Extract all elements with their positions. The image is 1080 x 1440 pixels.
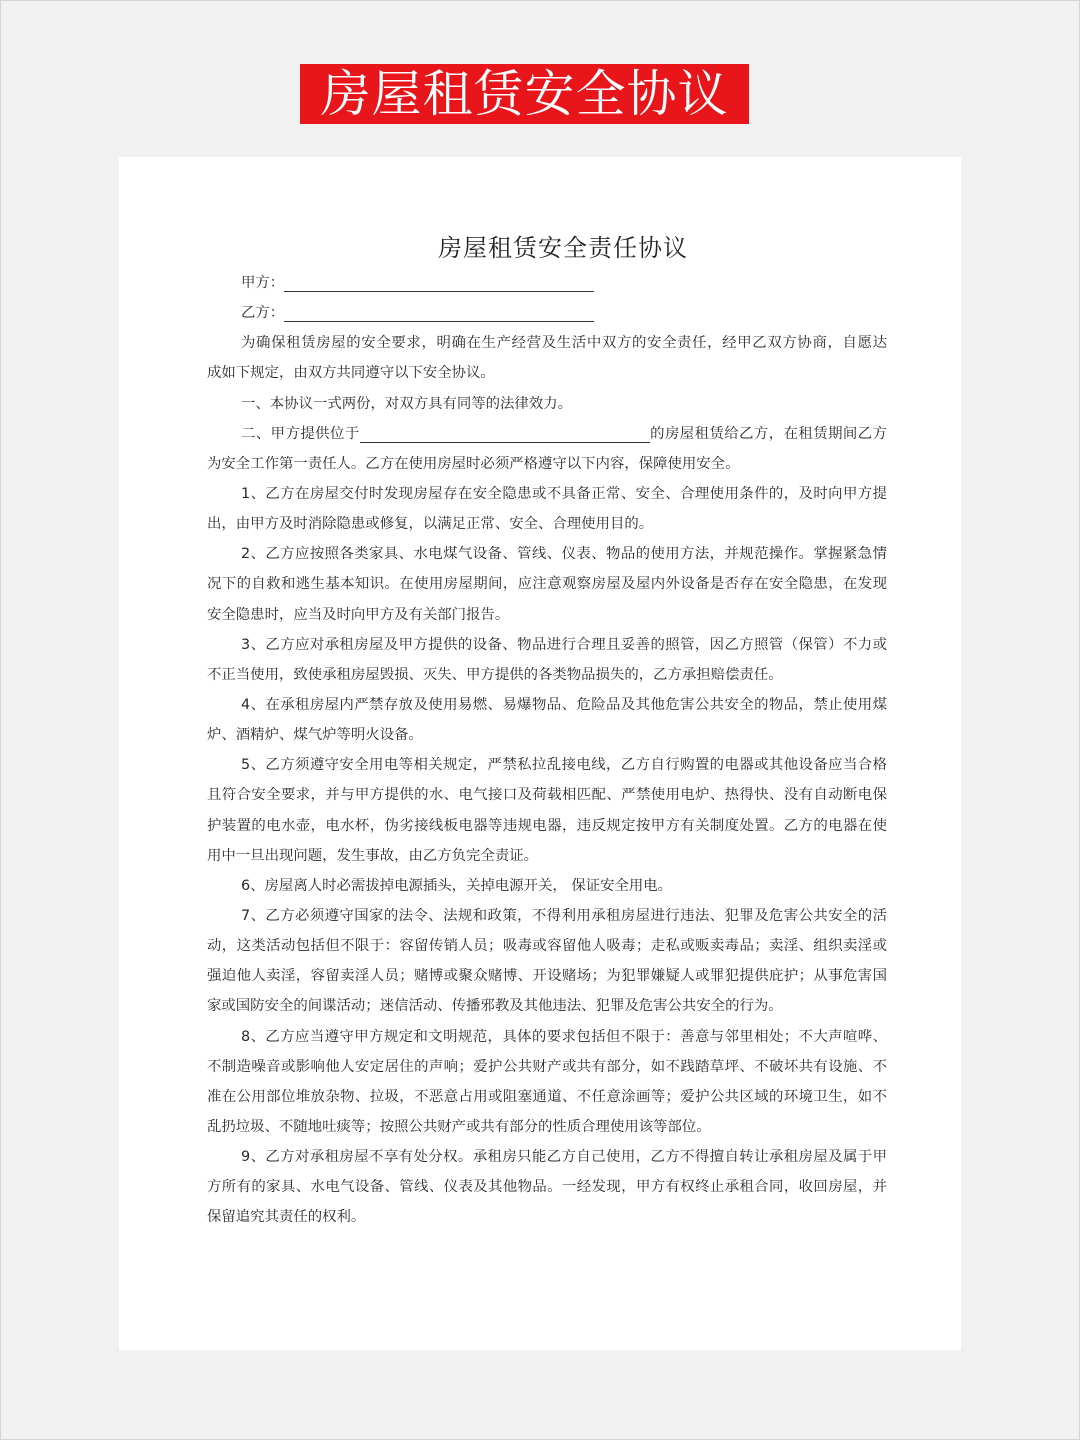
item-7-line-2: 动，这类活动包括但不限于：容留传销人员；吸毒或容留他人吸毒；走私或贩卖毒品；卖淫、组织卖淫或 <box>207 938 887 955</box>
item-5-line-4: 用中一旦出现问题，发生事故，由乙方负完全责证。 <box>207 847 538 864</box>
item-7-line-3: 强迫他人卖淫，容留卖淫人员；赌博或聚众赌博、开设赌场；为犯罪嫌疑人或罪犯提供庇护；从事危害国 <box>207 968 887 985</box>
item-2-line-3: 安全隐患时，应当及时向甲方及有关部门报告。 <box>207 606 510 623</box>
item-9-line-3: 保留追究其责任的权利。 <box>207 1209 366 1226</box>
item-8-line-1: 8、乙方应当遵守甲方规定和文明规范，具体的要求包括但不限于：善意与邻里相处；不大声喧哗、 <box>241 1028 887 1045</box>
item-7-line-4: 家或国防安全的间谍活动；迷信活动、传播邪教及其他违法、犯罪及危害公共安全的行为。 <box>207 998 783 1015</box>
party-b-label: 乙方： <box>241 305 285 322</box>
clause-2-suffix: 的房屋租赁给乙方，在租赁期间乙方 <box>649 425 887 442</box>
item-9-line-2: 方所有的家具、水电气设备、管线、仪表及其他物品。一经发现，甲方有权终止承租合同，收回房屋，并 <box>207 1179 887 1196</box>
document-body <box>207 268 887 1233</box>
party-a-line <box>207 268 887 298</box>
item-3-line-2: 不正当使用，致使承租房屋毁损、灭失、甲方提供的各类物品损失的，乙方承担赔偿责任。 <box>207 666 783 683</box>
item-4-line-2: 炉、酒精炉、煤气炉等明火设备。 <box>207 727 423 744</box>
clause-2-line-1 <box>207 419 887 449</box>
document-title: 房屋租赁安全责任协议 <box>438 234 688 262</box>
item-2-line-2: 况下的自救和逃生基本知识。在使用房屋期间，应注意观察房屋及屋内外设备是否存在安全隐患，在发现 <box>207 576 887 593</box>
item-6-line-1: 6、房屋离人时必需拔掉电源插头，关掉电源开关， 保证安全用电。 <box>241 877 673 894</box>
clause-2-line-2: 为安全工作第一责任人。乙方在使用房屋时必须严格遵守以下内容，保障使用安全。 <box>207 455 740 472</box>
clause-1: 一、本协议一式两份，对双方具有同等的法律效力。 <box>241 395 572 412</box>
item-4-line-1: 4、在承租房屋内严禁存放及使用易燃、易爆物品、危险品及其他危害公共安全的物品，禁止使用煤 <box>241 696 887 713</box>
clause-2-prefix: 二、甲方提供位于 <box>241 425 360 442</box>
item-2-line-1: 2、乙方应按照各类家具、水电煤气设备、管线、仪表、物品的使用方法，并规范操作。掌握紧急情 <box>241 546 887 563</box>
item-5-line-1: 5、乙方须遵守安全用电等相关规定，严禁私拉乱接电线，乙方自行购置的电器或其他设备应当合格 <box>241 757 887 774</box>
item-8-line-3: 准在公用部位堆放杂物、拉圾，不恶意占用或阻塞通道、不任意涂画等；爱护公共区域的环境卫生，如不 <box>207 1088 887 1105</box>
address-blank <box>360 420 650 443</box>
party-a-blank <box>284 269 594 292</box>
item-1-line-1: 1、乙方在房屋交付时发现房屋存在安全隐患或不具备正常、安全、合理使用条件的，及时向甲方提 <box>241 485 887 502</box>
item-9-line-1: 9、乙方对承租房屋不享有处分权。承租房只能乙方自己使用，乙方不得擅自转让承租房屋及属于甲 <box>241 1149 887 1166</box>
banner-title: 房屋租赁安全协议 <box>300 64 749 124</box>
item-3-line-1: 3、乙方应对承租房屋及甲方提供的设备、物品进行合理且妥善的照管，因乙方照管（保管）不力或 <box>241 636 887 653</box>
item-1-line-2: 出，由甲方及时消除隐患或修复，以满足正常、安全、合理使用目的。 <box>207 516 654 533</box>
item-8-line-4: 乱扔垃圾、不随地吐痰等；按照公共财产或共有部分的性质合理使用该等部位。 <box>207 1118 711 1135</box>
party-a-label: 甲方： <box>241 275 285 291</box>
item-5-line-3: 护装置的电水壶，电水杯，伪劣接线板电器等违规电器，违反规定按甲方有关制度处置。乙方的电器在使 <box>207 817 887 834</box>
intro-line-1: 为确保租赁房屋的安全要求，明确在生产经营及生活中双方的安全责任，经甲乙双方协商，自愿达 <box>241 335 887 352</box>
party-b-blank <box>284 299 594 322</box>
item-7-line-1: 7、乙方必须遵守国家的法令、法规和政策，不得利用承租房屋进行违法、犯罪及危害公共安全的活 <box>241 907 887 924</box>
item-5-line-2: 且符合安全要求，并与甲方提供的水、电气接口及荷载相匹配、严禁使用电炉、热得快、没有自动断电保 <box>207 787 887 804</box>
intro-line-2: 成如下规定，由双方共同遵守以下安全协议。 <box>207 365 495 382</box>
item-8-line-2: 不制造噪音或影响他人安定居住的声响；爱护公共财产或共有部分，如不践踏草坪、不破坏共有设施、不 <box>207 1058 887 1075</box>
party-b-line <box>207 298 887 328</box>
